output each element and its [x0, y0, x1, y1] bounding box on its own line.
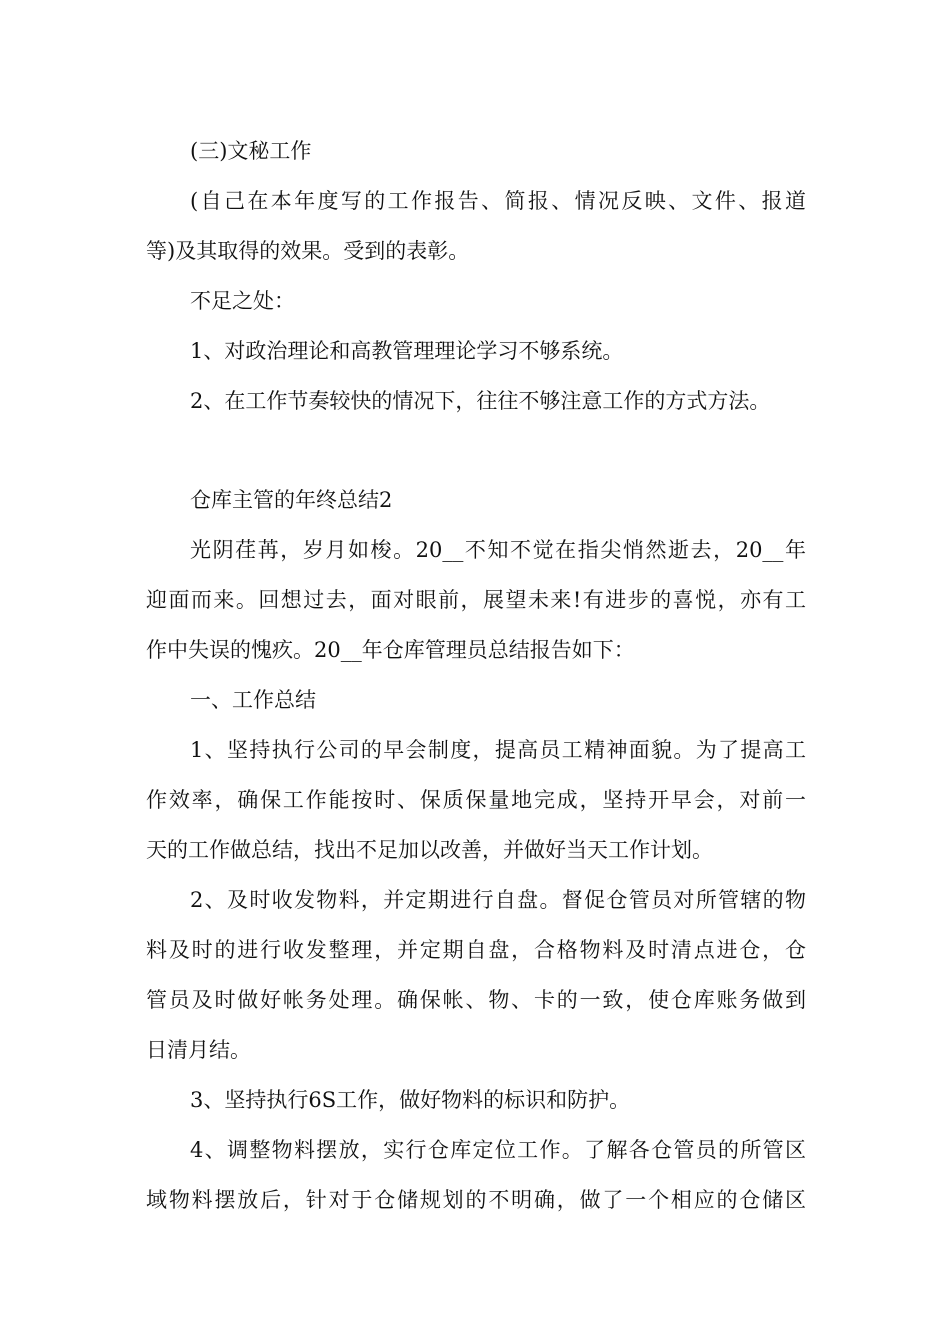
paragraph-line: 管员及时做好帐务处理。确保帐、物、卡的一致，使仓库账务做到	[146, 988, 806, 1012]
shortcoming-item: 1、对政治理论和高教管理理论学习不够系统。	[190, 339, 624, 363]
paragraph-line: 日清月结。	[146, 1038, 251, 1062]
paragraph-line: 3、坚持执行6S工作，做好物料的标识和防护。	[190, 1088, 631, 1112]
paragraph-line: 域物料摆放后，针对于仓储规划的不明确，做了一个相应的仓储区	[146, 1188, 806, 1212]
paragraph-line: 料及时的进行收发整理，并定期自盘，合格物料及时清点进仓，仓	[146, 938, 806, 962]
paragraph-line: 等)及其取得的效果。受到的表彰。	[146, 239, 470, 263]
paragraph-line: 天的工作做总结，找出不足加以改善，并做好当天工作计划。	[146, 838, 713, 862]
paragraph-line: 2、及时收发物料，并定期进行自盘。督促仓管员对所管辖的物	[190, 888, 806, 912]
paragraph-line: 4、调整物料摆放，实行仓库定位工作。了解各仓管员的所管区	[190, 1138, 806, 1162]
shortcoming-item: 2、在工作节奏较快的情况下，往往不够注意工作的方式方法。	[190, 389, 771, 413]
section-heading-secretarial: (三)文秘工作	[190, 139, 312, 163]
summary-title: 仓库主管的年终总结2	[190, 488, 393, 512]
paragraph-line: (自己在本年度写的工作报告、简报、情况反映、文件、报道	[190, 189, 806, 213]
paragraph-line: 作效率，确保工作能按时、保质保量地完成，坚持开早会，对前一	[146, 788, 806, 812]
paragraph-line: 1、坚持执行公司的早会制度，提高员工精神面貌。为了提高工	[190, 738, 806, 762]
shortcomings-heading: 不足之处：	[190, 289, 295, 313]
paragraph-line: 作中失误的愧疚。20__年仓库管理员总结报告如下：	[146, 638, 635, 662]
section-heading-work-summary: 一、工作总结	[190, 688, 316, 712]
paragraph-line: 迎面而来。回想过去，面对眼前，展望未来!有进步的喜悦，亦有工	[146, 588, 806, 612]
paragraph-line: 光阴荏苒，岁月如梭。20__不知不觉在指尖悄然逝去，20__年	[190, 538, 806, 562]
